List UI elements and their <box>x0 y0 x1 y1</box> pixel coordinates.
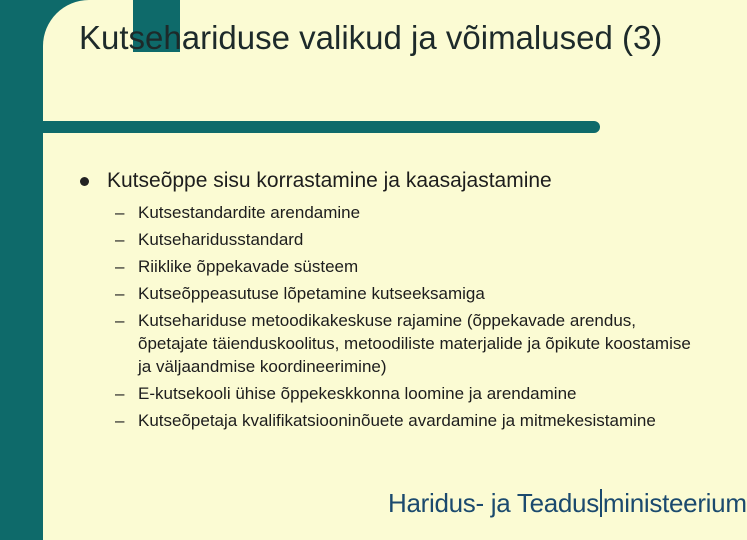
dash-icon: – <box>115 384 125 403</box>
sub-bullet-list <box>115 201 705 436</box>
dash-icon: – <box>115 411 125 430</box>
dash-icon: – <box>115 203 125 222</box>
sub-bullet-text: Kutseõpetaja kvalifikatsiooninõuete avardamine ja mitmekesistamine <box>138 411 656 430</box>
sub-bullet-item <box>115 282 705 305</box>
sub-bullet-text: Riiklike õppekavade süsteem <box>138 257 359 276</box>
sub-bullet-text: Kutsehariduse metoodikakeskuse rajamine (õppekavade arendus, õpetajate täienduskoolitus, metoodiliste materjalide ja õpikute koostamise ja väljaandmise koordineerimine) <box>138 311 691 376</box>
bullet-dot-icon <box>80 177 89 186</box>
dash-icon: – <box>115 230 125 249</box>
logo-text-primary: Haridus- ja Teadus <box>388 488 599 518</box>
main-bullet <box>80 168 552 194</box>
slide-title: Kutsehariduse valikud ja võimalused (3) <box>79 19 663 56</box>
sub-bullet-text: E-kutsekooli ühise õppekeskkonna loomine ja arendamine <box>138 384 577 403</box>
left-accent-bar <box>0 0 43 540</box>
sub-bullet-text: Kutsestandardite arendamine <box>138 203 361 222</box>
dash-icon: – <box>115 311 125 330</box>
main-bullet-text: Kutseõppe sisu korrastamine ja kaasajastamine <box>107 169 552 192</box>
sub-bullet-item <box>115 382 705 405</box>
sub-bullet-item <box>115 409 705 432</box>
dash-icon: – <box>115 284 125 303</box>
sub-bullet-item <box>115 255 705 278</box>
sub-bullet-item <box>115 309 705 378</box>
sub-bullet-item <box>115 201 705 224</box>
ministry-logo <box>388 488 747 519</box>
logo-divider <box>600 489 602 517</box>
logo-text-secondary: ministeerium <box>602 488 747 518</box>
sub-bullet-item <box>115 228 705 251</box>
sub-bullet-text: Kutseõppeasutuse lõpetamine kutseeksamiga <box>138 284 485 303</box>
title-underline <box>20 121 600 133</box>
dash-icon: – <box>115 257 125 276</box>
sub-bullet-text: Kutseharidusstandard <box>138 230 304 249</box>
